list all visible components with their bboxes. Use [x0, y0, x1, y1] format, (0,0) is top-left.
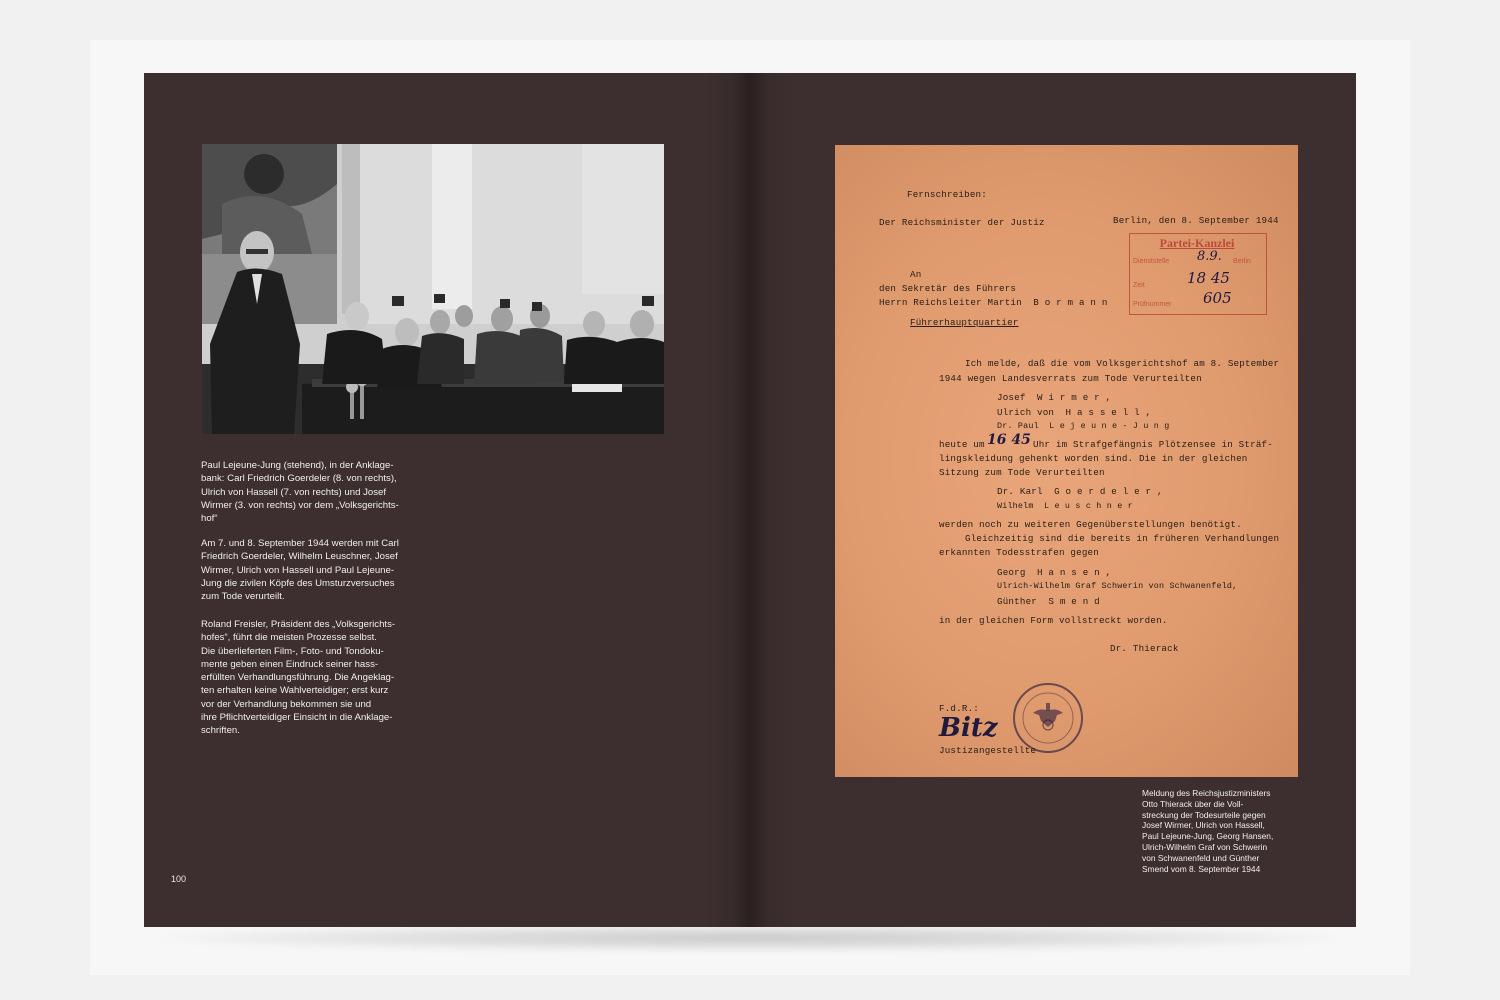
body-paragraph-1: Am 7. und 8. September 1944 werden mit Carl Friedrich Goerdeler, Wilhelm Leuschner, Josef Wirmer, Ulrich von Hassell und Paul Lejeune- Jung die zivilen Köpfe des Umsturzversuches zum Tode verurteilt. [201, 538, 399, 603]
left-page [144, 73, 750, 927]
stamp-title: Partei-Kanzlei [1159, 236, 1235, 250]
doc-name-8: Günther S m e n d [997, 596, 1100, 607]
doc-body-6: werden noch zu weiteren Gegenüberstellungen benötigt. [939, 519, 1242, 530]
stamp-line-2-label: Zeit [1133, 282, 1145, 289]
doc-heading: Fernschreiben: [907, 189, 987, 200]
doc-name-5: Wilhelm L e u s c h n e r [997, 501, 1133, 511]
doc-name-4: Dr. Karl G o e r d e l e r , [997, 486, 1163, 497]
doc-body-8: erkannten Todesstrafen gegen [939, 547, 1099, 558]
stamp-line-1-label: Dienststelle [1133, 258, 1170, 265]
doc-name-3: Dr. Paul L e j e u n e - J u n g [997, 421, 1170, 431]
doc-place-date: Berlin, den 8. September 1944 [1113, 215, 1279, 226]
doc-sender: Der Reichsminister der Justiz [879, 217, 1045, 228]
doc-address-3: Herrn Reichsleiter Martin B o r m a n n [879, 297, 1108, 308]
courtroom-photo [202, 144, 664, 434]
stamp-line-3-label: Prüfnummer [1133, 301, 1172, 308]
doc-body-3-b: Uhr im Strafgefängnis Plötzensee in Sträf- [1033, 439, 1273, 450]
doc-signature: Dr. Thierack [1110, 643, 1179, 654]
stamp-line-3-value: 605 [1203, 289, 1232, 307]
book-shadow [160, 925, 1340, 951]
doc-body-4: lingskleidung gehenkt worden sind. Die in der gleichen [939, 453, 1248, 464]
doc-handwritten-signature: Bitz [939, 713, 998, 743]
doc-body-3-time: 16 45 [987, 432, 1031, 448]
stamp-line-1-suffix: Berlin [1233, 258, 1251, 265]
ministry-seal-icon [1011, 681, 1085, 755]
doc-name-1: Josef W i r m e r , [997, 392, 1112, 403]
stamp-line-2-value: 18 45 [1187, 269, 1230, 287]
doc-body-7: Gleichzeitig sind die bereits in früheren Verhandlungen [965, 533, 1280, 544]
doc-body-2: 1944 wegen Landesverrats zum Tode Verurteilten [939, 373, 1202, 384]
body-paragraph-2: Roland Freisler, Präsident des „Volksgerichts- hofes“, führt die meisten Prozesse selbst. Die überlieferten Film-, Foto- und Tondoku- mente geben einen Eindruck seiner hass- erfüllten Verhandlungsführung. Die Angeklag- ten erhalten keine Wahlverteidiger; erst kurz vor der Verhandlung bekommen sie und ihre Pflichtverteidiger Einsicht in die Anklage- schriften. [201, 619, 396, 737]
doc-body-5: Sitzung zum Tode Verurteilten [939, 467, 1105, 478]
doc-body-1: Ich melde, daß die vom Volksgerichtshof am 8. September [965, 358, 1280, 369]
doc-clerk: Justizangestellte [939, 745, 1037, 756]
doc-name-2: Ulrich von H a s s e l l , [997, 407, 1152, 418]
book-spread [144, 73, 1356, 927]
right-page [750, 73, 1356, 927]
doc-body-3-a: heute um [939, 439, 985, 450]
doc-address-2: den Sekretär des Führers [879, 283, 1017, 294]
document-caption: Meldung des Reichsjustizministers Otto Thierack über die Voll- streckung der Todesurteile gegen Josef Wirmer, Ulrich von Hassell, Paul Lejeune-Jung, Georg Hansen, Ulrich-Wilhelm Graf von Schwerin von Schwanenfeld und Günther Smend vom 8. September 1944 [1142, 788, 1274, 874]
doc-name-7: Ulrich-Wilhelm Graf Schwerin von Schwanenfeld, [997, 581, 1238, 591]
courtroom-photo-image [202, 144, 664, 434]
page-number: 100 [171, 874, 187, 884]
teleprinter-document [835, 145, 1298, 777]
stamp-line-1-value: 8.9. [1197, 249, 1222, 264]
doc-address-1: An [910, 269, 922, 280]
photo-caption: Paul Lejeune-Jung (stehend), in der Anklage- bank: Carl Friedrich Goerdeler (8. von rechts), Ulrich von Hassell (7. von rechts) und Josef Wirmer (3. von rechts) vor dem „Volksgerichts- hof“ [201, 460, 399, 525]
doc-body-9: in der gleichen Form vollstreckt worden. [939, 615, 1168, 626]
doc-fdr: F.d.R.: [939, 703, 979, 714]
doc-address-4: Führerhauptquartier [910, 317, 1019, 328]
doc-name-6: Georg H a n s e n , [997, 567, 1112, 578]
